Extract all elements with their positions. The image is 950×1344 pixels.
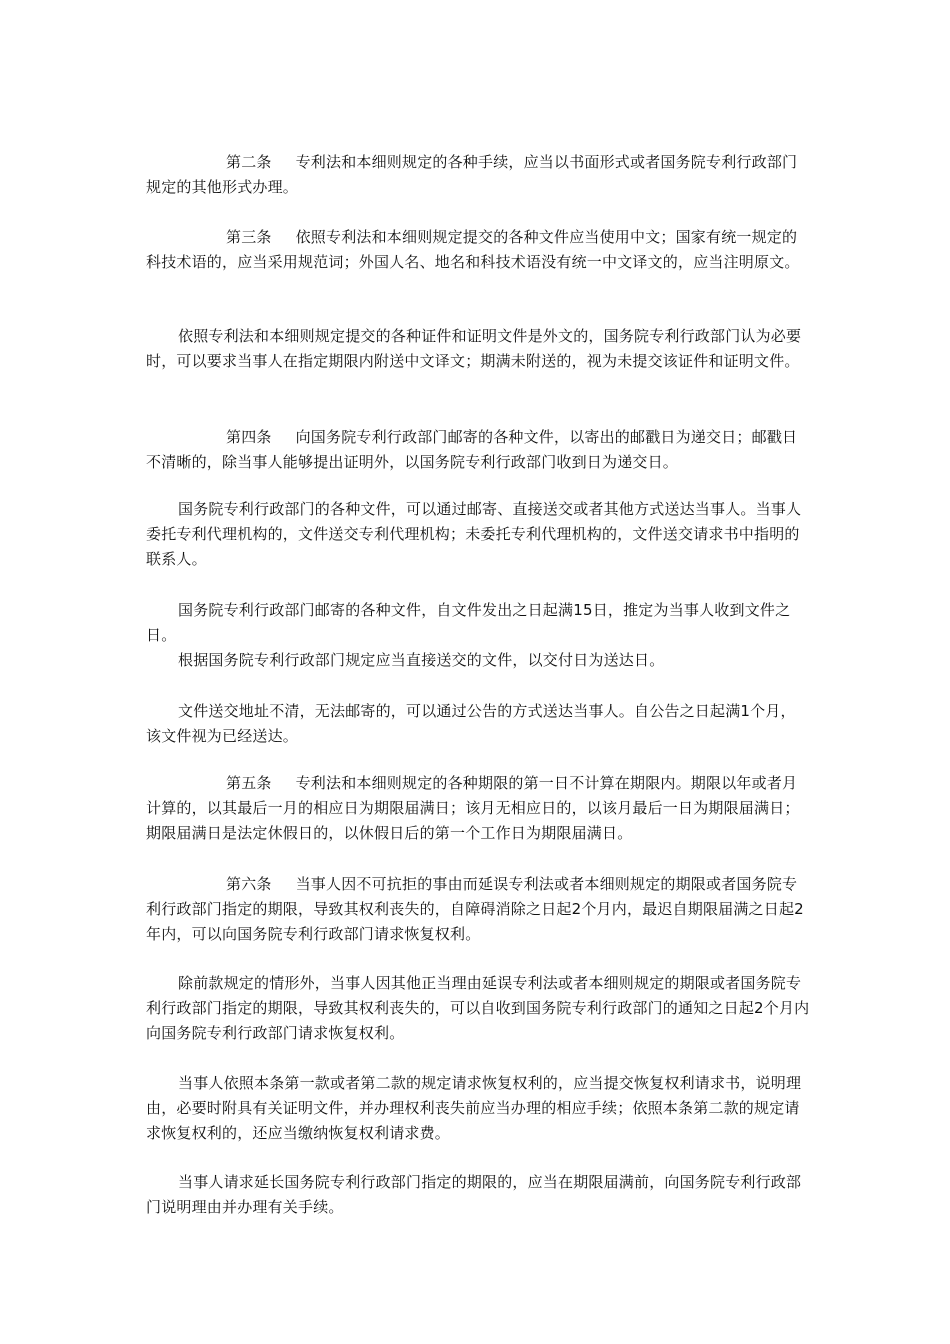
article-number: 第四条 [226, 428, 272, 446]
article-number: 第六条 [226, 875, 272, 893]
paragraph-text: 当事人请求延长国务院专利行政部门指定的期限的，应当在期限届满前，向国务院专利行政部门说明理由并办理有关手续。 [146, 1173, 802, 1216]
article-3-paragraph [146, 225, 810, 275]
paragraph-text: 文件送交地址不清，无法邮寄的，可以通过公告的方式送达当事人。自公告之日起满1个月，该文件视为已经送达。 [146, 702, 796, 745]
article-6-paragraph-4 [146, 1170, 810, 1220]
article-6-paragraph-3 [146, 1071, 810, 1146]
article-4-paragraph-2 [146, 497, 810, 572]
article-number: 第二条 [226, 153, 272, 171]
paragraph-text: 专利法和本细则规定的各种期限的第一日不计算在期限内。期限以年或者月计算的，以其最后一月的相应日为期限届满日；该月无相应日的，以该月最后一日为期限届满日；期限届满日是法定休假日的，以休假日后的第一个工作日为期限届满日。 [146, 774, 800, 842]
paragraph-text: 根据国务院专利行政部门规定应当直接送交的文件，以交付日为送达日。 [178, 651, 665, 669]
paragraph-text: 当事人依照本条第一款或者第二款的规定请求恢复权利的，应当提交恢复权利请求书，说明理由，必要时附具有关证明文件，并办理权利丧失前应当办理的相应手续；依照本条第二款的规定请求恢复权利的，还应当缴纳恢复权利请求费。 [146, 1074, 802, 1142]
article-6-paragraph-2 [146, 971, 810, 1046]
paragraph-text: 依照专利法和本细则规定提交的各种证件和证明文件是外文的，国务院专利行政部门认为必要时，可以要求当事人在指定期限内附送中文译文；期满未附送的，视为未提交该证件和证明文件。 [146, 327, 802, 370]
article-number: 第三条 [226, 228, 272, 246]
article-3-paragraph-2 [146, 324, 810, 374]
article-4-paragraph-5 [146, 699, 810, 749]
paragraph-text: 依照专利法和本细则规定提交的各种文件应当使用中文；国家有统一规定的科技术语的，应当采用规范词；外国人名、地名和科技术语没有统一中文译文的，应当注明原文。 [146, 228, 800, 271]
article-6-paragraph [146, 872, 810, 947]
article-2-paragraph [146, 150, 810, 200]
article-4-paragraph-4 [146, 648, 810, 673]
article-number: 第五条 [226, 774, 272, 792]
paragraph-text: 向国务院专利行政部门邮寄的各种文件，以寄出的邮戳日为递交日；邮戳日不清晰的，除当事人能够提出证明外，以国务院专利行政部门收到日为递交日。 [146, 428, 798, 471]
paragraph-text: 除前款规定的情形外，当事人因其他正当理由延误专利法或者本细则规定的期限或者国务院专利行政部门指定的期限，导致其权利丧失的，可以自收到国务院专利行政部门的通知之日起2个月内向国务院专利行政部门请求恢复权利。 [146, 974, 810, 1042]
paragraph-text: 专利法和本细则规定的各种手续，应当以书面形式或者国务院专利行政部门规定的其他形式办理。 [146, 153, 798, 196]
article-4-paragraph [146, 425, 810, 475]
article-5-paragraph [146, 771, 810, 846]
paragraph-text: 国务院专利行政部门邮寄的各种文件，自文件发出之日起满15日，推定为当事人收到文件之日。 [146, 601, 791, 644]
article-4-paragraph-3 [146, 598, 810, 648]
paragraph-text: 国务院专利行政部门的各种文件，可以通过邮寄、直接送交或者其他方式送达当事人。当事人委托专利代理机构的，文件送交专利代理机构；未委托专利代理机构的，文件送交请求书中指明的联系人。 [146, 500, 802, 568]
paragraph-text: 当事人因不可抗拒的事由而延误专利法或者本细则规定的期限或者国务院专利行政部门指定的期限，导致其权利丧失的，自障碍消除之日起2个月内，最迟自期限届满之日起2年内，可以向国务院专利行政部门请求恢复权利。 [146, 875, 804, 943]
